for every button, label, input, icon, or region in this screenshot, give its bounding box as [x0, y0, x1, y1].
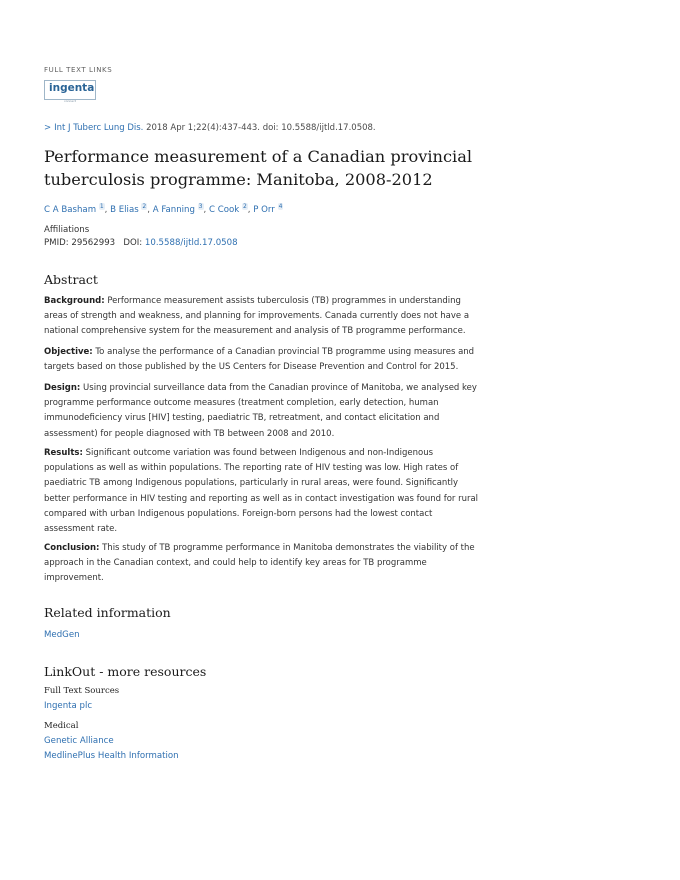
- related-heading: Related information: [44, 605, 171, 620]
- doi-link[interactable]: 10.5588/ijtld.17.0508: [144, 238, 238, 248]
- section-text: This study of TB programme performance in Manitoba demonstrates the viability of the approach in the Canadian context, and could help to identify key areas for TB programme improvement.: [44, 543, 475, 584]
- article-title: Performance measurement of a Canadian provincial tuberculosis programme: Manitoba, 2008-2012: [44, 147, 473, 189]
- medical-heading: Medical: [44, 721, 79, 731]
- abstract-background: [44, 294, 484, 340]
- author-link[interactable]: B Elias: [110, 204, 139, 215]
- author-list: C A Basham $^1$, B Elias $^2$, A Fanning $^3$, C Cook $^2$, P Orr $^4$: [44, 203, 283, 215]
- section-text: Significant outcome variation was found between Indigenous and non-Indigenous populations as well as within populations. The reporting rate of HIV testing was low. High rates of paediatric TB among Indigenous populations, particularly in rural areas, were found. Significantly better performance in HIV testing and reporting as well as in contact investigation was found for rural compared with urban Indigenous populations. Foreign-born persons had the lowest contact assessment rate.: [44, 448, 479, 535]
- author-link[interactable]: P Orr: [253, 204, 275, 215]
- affiliation-ref[interactable]: 2: [142, 203, 147, 210]
- ingenta-logo[interactable]: [44, 80, 96, 103]
- logo-subtext: connect: [64, 99, 76, 103]
- author-link[interactable]: C Cook: [208, 204, 240, 215]
- abstract-heading: Abstract: [44, 272, 98, 287]
- section-label: Results:: [44, 448, 83, 458]
- pmid-label: PMID:: [44, 238, 69, 248]
- ingenta-link[interactable]: Ingenta plc: [44, 701, 93, 711]
- affiliation-ref[interactable]: 2: [242, 203, 247, 210]
- section-label: Conclusion:: [44, 543, 100, 553]
- abstract-conclusion: [44, 541, 484, 587]
- section-label: Background:: [44, 296, 105, 306]
- author-link[interactable]: C A Basham: [44, 204, 97, 215]
- section-text: To analyse the performance of a Canadian provincial TB programme using measures and targets based on those published by the US Centers for Disease Prevention and Control for 2015.: [44, 347, 475, 373]
- full-text-sources-heading: Full Text Sources: [44, 686, 120, 696]
- identifiers: [44, 238, 238, 248]
- affiliation-ref[interactable]: 3: [198, 203, 203, 210]
- medgen-link[interactable]: MedGen: [44, 630, 80, 640]
- citation-details: 2018 Apr 1;22(4):437-443. doi: 10.5588/ijtld.17.0508.: [146, 123, 376, 133]
- section-text: Performance measurement assists tuberculosis (TB) programmes in understanding areas of strength and weakness, and planning for improvements. Canada currently does not have a national comprehensive system for the measurement and analysis of TB programme performance.: [44, 296, 470, 337]
- section-label: Objective:: [44, 347, 93, 357]
- genetic-alliance-link[interactable]: Genetic Alliance: [44, 736, 114, 746]
- affiliation-ref[interactable]: 1: [99, 203, 104, 210]
- section-label: Design:: [44, 383, 81, 393]
- citation: [44, 123, 376, 133]
- author-link[interactable]: A Fanning: [152, 204, 195, 215]
- affiliation-ref[interactable]: 4: [278, 203, 283, 210]
- abstract-results: [44, 446, 484, 537]
- full-text-links-label: FULL TEXT LINKS: [44, 66, 113, 74]
- logo-text: ingenta: [49, 82, 95, 94]
- affiliations-toggle[interactable]: Affiliations: [44, 225, 90, 235]
- section-text: Using provincial surveillance data from the Canadian province of Manitoba, we analysed key programme performance outcome measures (treatment completion, early detection, human immunodeficiency virus [HIV] testing, paediatric TB, retreatment, and contact elicitation and assessment) for people diagnosed with TB between 2008 and 2010.: [44, 383, 477, 439]
- medlineplus-link[interactable]: MedlinePlus Health Information: [44, 751, 179, 761]
- abstract-design: [44, 381, 484, 442]
- chevron-right-icon[interactable]: >: [44, 123, 52, 133]
- pmid-value: 29562993: [71, 238, 116, 248]
- linkout-heading: LinkOut - more resources: [44, 664, 207, 679]
- journal-link[interactable]: Int J Tuberc Lung Dis.: [54, 123, 144, 133]
- abstract-objective: [44, 345, 484, 375]
- doi-label: DOI:: [123, 238, 143, 248]
